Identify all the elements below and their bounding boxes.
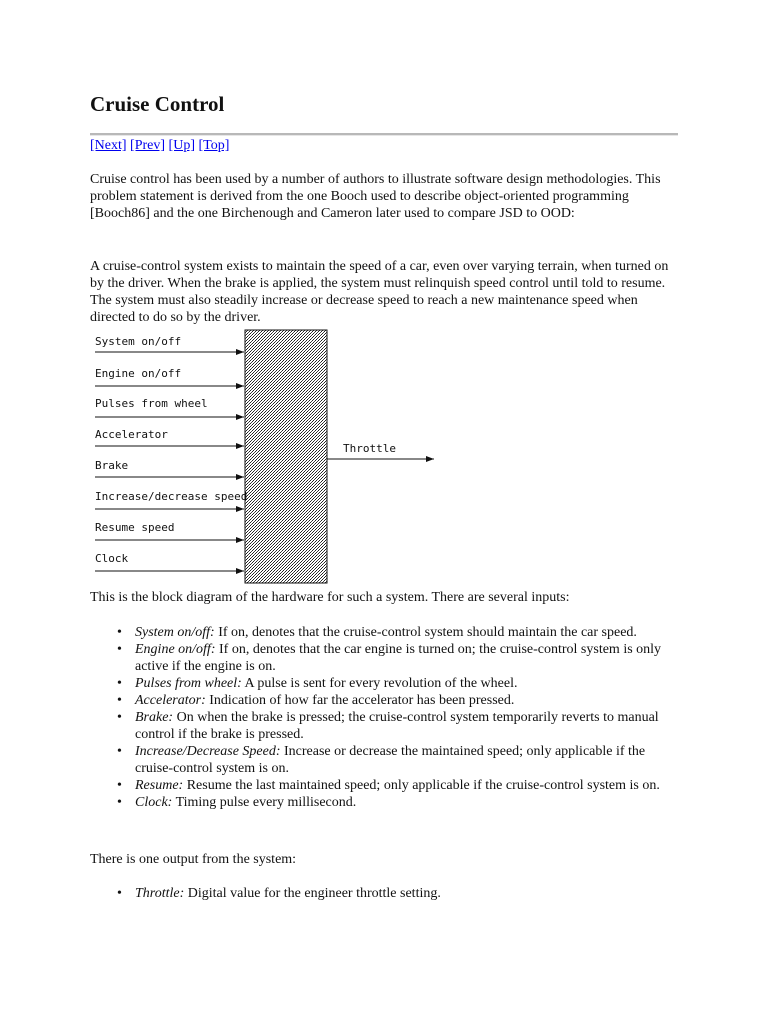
inputs-list bbox=[90, 624, 680, 811]
input-description: Resume the last maintained speed; only applicable if the cruise-control system is on. bbox=[183, 778, 660, 793]
controller-block bbox=[245, 330, 327, 583]
title-divider bbox=[90, 133, 678, 136]
list-item bbox=[135, 794, 680, 811]
input-description: Increase or decrease the maintained speed; only applicable if the cruise-control system is on. bbox=[135, 744, 646, 776]
input-term: Pulses from wheel: bbox=[135, 676, 242, 691]
input-term: Resume: bbox=[135, 778, 184, 793]
input-label-increase: Increase/decrease speed bbox=[95, 490, 248, 503]
input-label-system: System on/off bbox=[95, 335, 182, 348]
list-item bbox=[135, 777, 680, 794]
input-term: Clock: bbox=[135, 795, 173, 810]
input-label-resume: Resume speed bbox=[95, 521, 175, 534]
input-description: If on, denotes that the cruise-control system should maintain the car speed. bbox=[214, 625, 637, 640]
input-label-engine: Engine on/off bbox=[95, 367, 182, 380]
inputs-intro-paragraph: This is the block diagram of the hardware for such a system. There are several inputs: bbox=[90, 590, 570, 605]
list-item bbox=[135, 885, 680, 902]
input-description: If on, denotes that the car engine is turned on; the cruise-control system is only active if the engine is on. bbox=[135, 642, 662, 674]
output-description: Digital value for the engineer throttle setting. bbox=[184, 886, 441, 901]
input-label-brake: Brake bbox=[95, 459, 129, 472]
list-item bbox=[135, 675, 680, 692]
up-link[interactable]: [Up] bbox=[168, 138, 195, 153]
next-link[interactable]: [Next] bbox=[90, 138, 127, 153]
list-item bbox=[135, 624, 680, 641]
input-description: A pulse is sent for every revolution of the wheel. bbox=[241, 676, 518, 691]
input-term: Engine on/off: bbox=[135, 642, 216, 657]
outputs-intro-paragraph: There is one output from the system: bbox=[90, 852, 297, 867]
input-term: Brake: bbox=[135, 710, 174, 725]
list-item bbox=[135, 709, 680, 743]
intro-paragraph: Cruise control has been used by a number of authors to illustrate software design methodologies. This problem statement is derived from the one Booch used to describe object-oriented programming [Booch86] and the one Birchenough and Cameron later used to compare JSD to OOD: bbox=[90, 172, 661, 221]
input-term: Accelerator: bbox=[135, 693, 206, 708]
list-item bbox=[135, 641, 680, 675]
page-title: Cruise Control bbox=[90, 92, 225, 116]
input-label-pulses: Pulses from wheel bbox=[95, 397, 208, 410]
output-term: Throttle: bbox=[135, 886, 185, 901]
problem-statement-paragraph: A cruise-control system exists to maintain the speed of a car, even over varying terrain, when turned on by the driver. When the brake is applied, the system must relinquish speed control until told to resume. The system must also steadily increase or decrease speed to reach a new maintenance speed when directed to do so by the driver. bbox=[90, 259, 669, 325]
input-description: Indication of how far the accelerator has been pressed. bbox=[205, 693, 515, 708]
input-description: Timing pulse every millisecond. bbox=[172, 795, 357, 810]
input-term: Increase/Decrease Speed: bbox=[135, 744, 281, 759]
block-diagram bbox=[90, 328, 450, 588]
input-description: On when the brake is pressed; the cruise-control system temporarily reverts to manual control if the brake is pressed. bbox=[135, 710, 659, 742]
prev-link[interactable]: [Prev] bbox=[130, 138, 166, 153]
outputs-list bbox=[90, 885, 680, 902]
top-link[interactable]: [Top] bbox=[198, 138, 230, 153]
input-term: System on/off: bbox=[135, 625, 215, 640]
navigation-links bbox=[90, 137, 229, 154]
input-label-clock: Clock bbox=[95, 552, 129, 565]
list-item bbox=[135, 692, 680, 709]
list-item bbox=[135, 743, 680, 777]
input-label-accelerator: Accelerator bbox=[95, 428, 168, 441]
output-label-throttle: Throttle bbox=[343, 442, 396, 455]
